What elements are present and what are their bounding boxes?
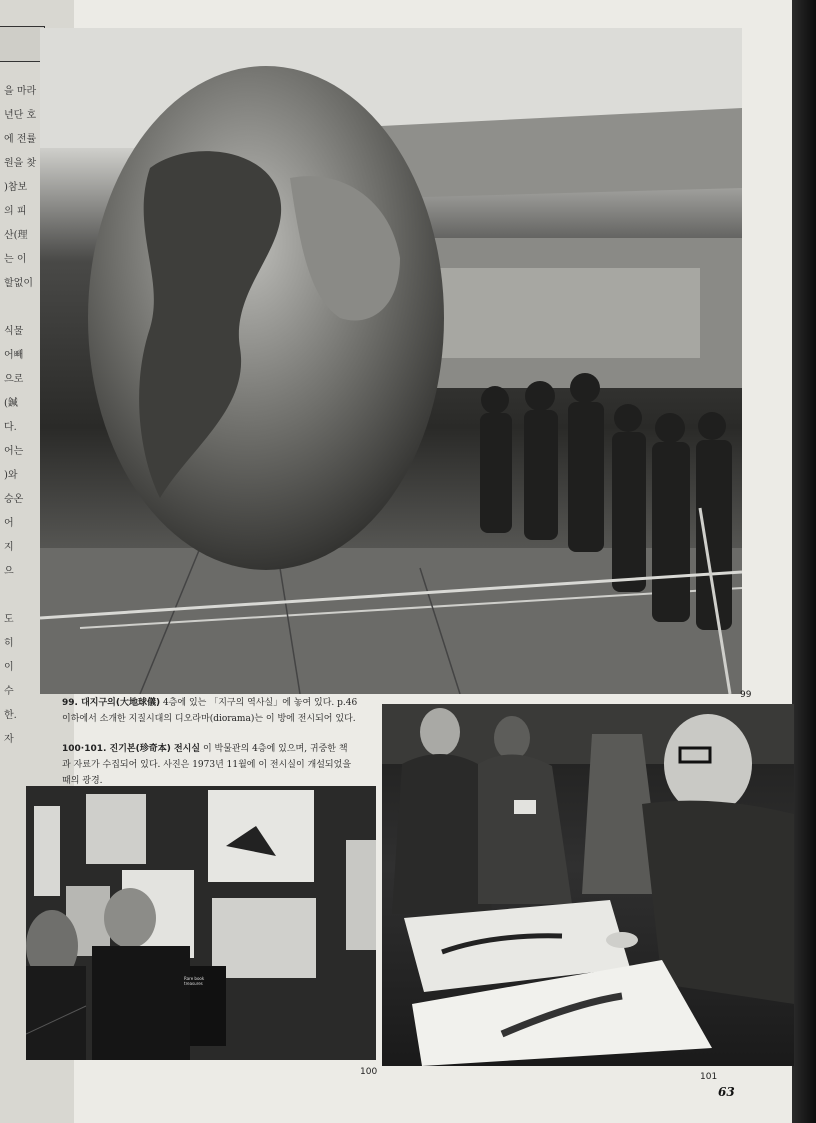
page-number: 63 [718, 1085, 735, 1099]
caption-100-101 [62, 741, 380, 789]
previous-page-box [0, 26, 45, 62]
exhibition-room-illustration [26, 786, 376, 1060]
previous-page-text-fragments: 을 마라 년단 호 에 전률 원을 찾 )참보 의 피 산(理 는 이 할없이 식물 어빼 으로 (鍼 다. 어는 )와 승온 어 지 으 도 히 이 수 한. 자 [4, 86, 37, 745]
photo-number-100: 100 [360, 1067, 378, 1077]
visitors-photo-illustration [382, 704, 794, 1066]
globe-shape [88, 66, 444, 570]
caption-99-line2: 이하에서 소개한 지질시대의 디오라마(diorama)는 이 방에 전시되어 있다. [62, 714, 356, 724]
caption-99 [62, 695, 380, 727]
photo-number-101: 101 [700, 1072, 718, 1082]
globe-photo [40, 28, 742, 694]
visitors-photo [382, 704, 794, 1066]
caption-100-101-line2: 과 자료가 수집되어 있다. 사진은 1973년 11월에 이 전시실이 개설되었을 [62, 760, 352, 770]
caption-100-101-line3: 때의 광경. [62, 776, 103, 786]
caption-99-label: 99. 대지구의(大地球儀) [62, 698, 161, 708]
exhibit-sign-text: Rare book treasures [184, 976, 205, 986]
exhibition-room-photo [26, 786, 376, 1060]
caption-99-line1: 4층에 있는 「지구의 역사실」에 놓여 있다. p.46 [162, 698, 358, 708]
photo-number-99: 99 [740, 690, 752, 700]
caption-100-101-line1: 이 박물관의 4층에 있으며, 귀중한 책 [202, 744, 348, 754]
globe-photo-illustration [40, 28, 742, 694]
book-binding-edge [792, 0, 816, 1123]
caption-100-101-label: 100·101. 진기본(珍奇本) 전시실 [62, 744, 201, 754]
